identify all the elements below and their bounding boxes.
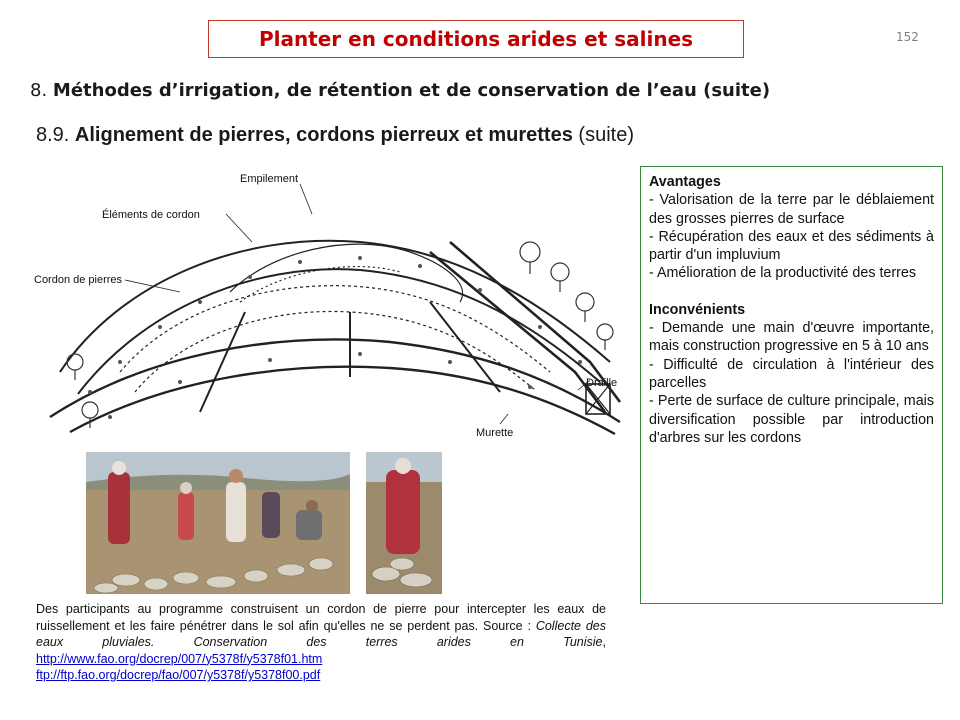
subsection-title: Alignement de pierres, cordons pierreux et murettes [74, 124, 573, 146]
disadvantages-title: Inconvénients [649, 301, 746, 318]
label-cordon-pierres: Cordon de pierres [34, 274, 123, 286]
subsection-heading [36, 124, 634, 147]
label-empilement: Empilement [240, 173, 299, 185]
slide-title-box [208, 20, 744, 58]
caption-source: Collecte des eaux pluviales. Conservation des terres arides en Tunisie [36, 618, 606, 649]
caption-separator: , [602, 635, 606, 649]
advantage-item: - Amélioration de la productivité des terres [649, 265, 917, 282]
caption-text: Des participants au programme construisent un cordon de pierre pour intercepter les eaux de ruissellement et les faire pénétrer dans le sol afin qu'elles ne se perdent pas. Source : [36, 602, 606, 633]
stone-cordon-diagram [30, 162, 626, 440]
slide-title: Planter en conditions arides et salines [258, 27, 694, 51]
page-number: 152 [896, 30, 919, 44]
advantage-item: - Valorisation de la terre par le déblaiement des grosses pierres de surface [649, 192, 934, 227]
subsection-number: 8.9. [36, 124, 70, 146]
worker-side-photo [366, 452, 442, 594]
label-draille: Draille [586, 377, 618, 389]
advantages-title: Avantages [649, 174, 721, 190]
caption-link-htm[interactable]: http://www.fao.org/docrep/007/y5378f/y5378f01.htm [36, 651, 323, 666]
subsection-suffix: (suite) [578, 124, 634, 146]
section-number: 8. [30, 80, 48, 101]
section-heading [30, 80, 770, 101]
photo-caption [36, 601, 606, 684]
disadvantage-item: - Difficulté de circulation à l'intérieur des parcelles [649, 356, 934, 391]
disadvantage-item: - Demande une main d'œuvre importante, mais construction progressive en 5 à 10 ans [649, 320, 934, 355]
advantage-item: - Récupération des eaux et des sédiments à partir d'un impluvium [649, 228, 934, 264]
caption-link-pdf[interactable]: ftp://ftp.fao.org/docrep/fao/007/y5378f/y5378f00.pdf [36, 668, 321, 682]
disadvantage-item: - Perte de surface de culture principale, mais diversification possible par introduction d'arbres sur les cordons [649, 393, 934, 446]
label-murette: Murette [476, 427, 514, 439]
workers-photo [86, 452, 350, 594]
pros-cons-box [640, 166, 943, 604]
label-elements-cordon: Éléments de cordon [102, 209, 200, 221]
section-title: Méthodes d’irrigation, de rétention et de conservation de l’eau (suite) [52, 80, 771, 101]
spacer [649, 283, 934, 301]
